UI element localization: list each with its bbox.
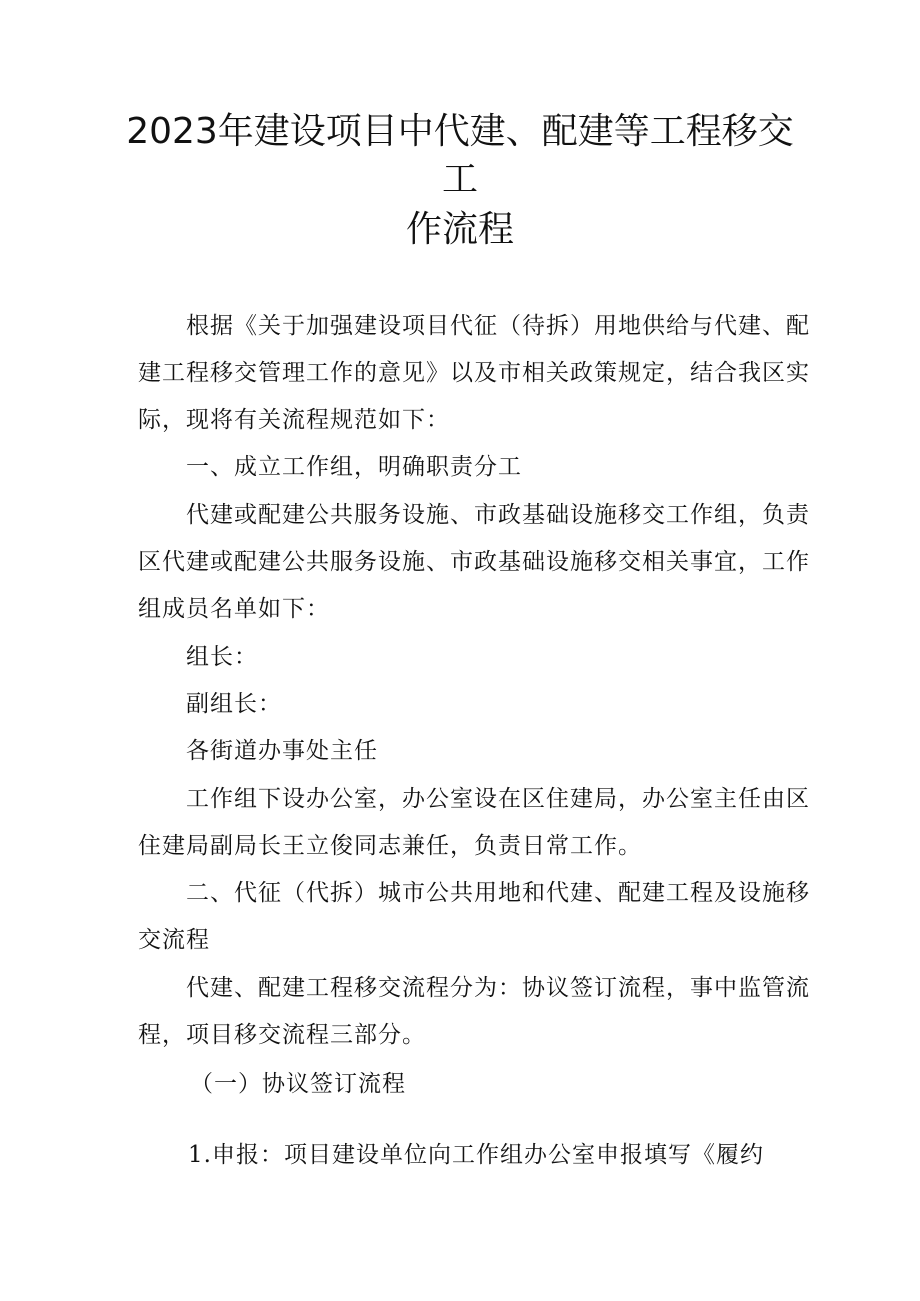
paragraph-line: 代建、配建工程移交流程分为：协议签订流程，事中监管流 [186,975,810,1001]
paragraph-line: 住建局副局长王立俊同志兼任，负责日常工作。 [138,833,642,859]
member-item: 各街道办事处主任 [186,738,378,764]
section-heading: 一、成立工作组，明确职责分工 [186,454,522,480]
member-item: 组长： [186,644,258,670]
paragraph-line: 际，现将有关流程规范如下： [138,407,450,433]
paragraph-line: 组成员名单如下： [138,596,330,622]
paragraph-line: 建工程移交管理工作的意见》以及市相关政策规定，结合我区实 [138,360,810,386]
paragraph-line: 区代建或配建公共服务设施、市政基础设施移交相关事宜，工作 [138,549,810,575]
section-heading: 二、代征（代拆）城市公共用地和代建、配建工程及设施移 [186,880,810,906]
document-title-line-1: 2023年建设项目中代建、配建等工程移交 [126,111,794,152]
paragraph-line: 根据《关于加强建设项目代征（待拆）用地供给与代建、配 [186,313,810,339]
document-title-line-2: 工 [441,159,478,200]
section-heading: 交流程 [138,927,210,953]
member-item: 副组长： [186,691,282,717]
paragraph-line: 工作组下设办公室，办公室设在区住建局，办公室主任由区 [186,786,810,812]
subsection-heading: （一）协议签订流程 [190,1071,406,1097]
paragraph-line: 代建或配建公共服务设施、市政基础设施移交工作组，负责 [186,502,810,528]
document-title-line-3: 作流程 [405,209,514,250]
list-item: 1.申报：项目建设单位向工作组办公室申报填写《履约 [188,1142,764,1168]
paragraph-line: 程，项目移交流程三部分。 [138,1022,426,1048]
